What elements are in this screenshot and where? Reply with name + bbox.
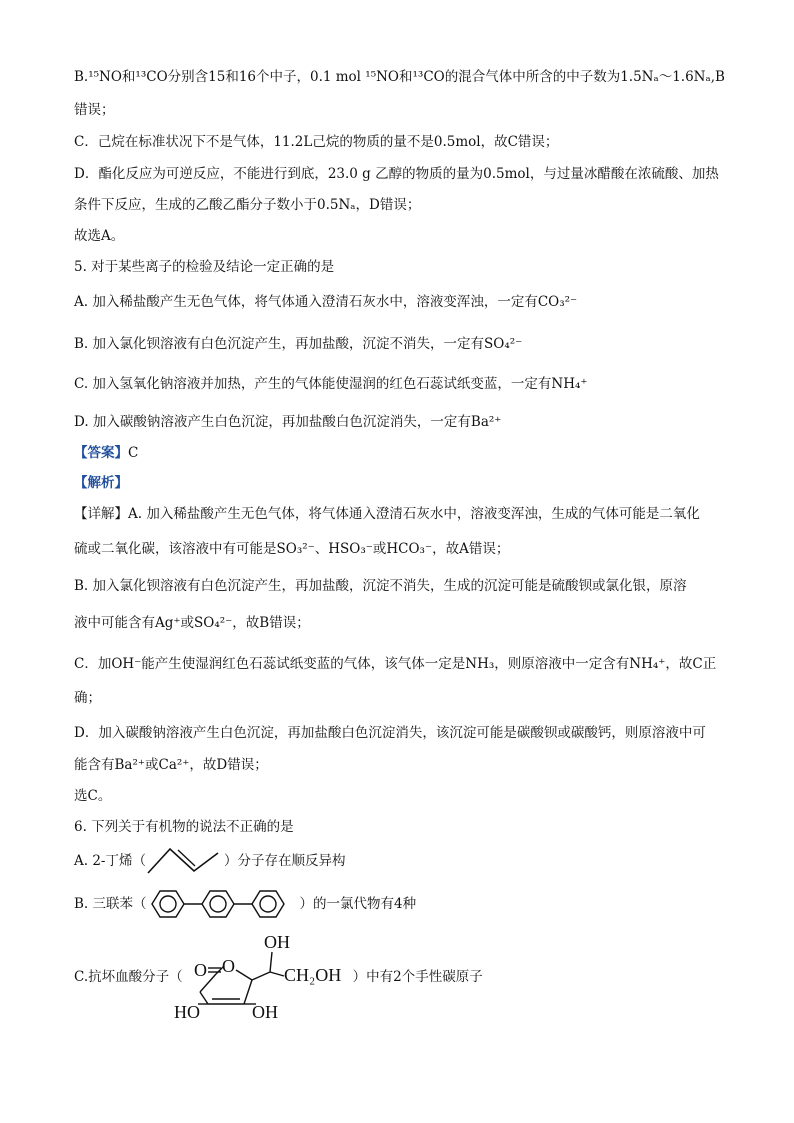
- text-line: B. 加入氯化钡溶液有白色沉淀产生，再加盐酸，沉淀不消失，生成的沉淀可能是硫酸钡或氯化银，原溶: [74, 578, 687, 594]
- option-c-prefix: C.抗坏血酸分子（: [74, 969, 183, 985]
- question-title: 6. 下列关于有机物的说法不正确的是: [74, 819, 294, 835]
- option-c: C. 加入氢氧化钠溶液并加热，产生的气体能使湿润的红色石蕊试纸变蓝，一定有NH₄⁺: [74, 376, 588, 392]
- answer-line: [74, 444, 138, 462]
- option-d: D. 加入碳酸钠溶液产生白色沉淀，再加盐酸白色沉淀消失，一定有Ba²⁺: [74, 414, 502, 430]
- option-a-suffix: ）分子存在顺反异构: [223, 853, 346, 869]
- text-line: D．加入碳酸钠溶液产生白色沉淀，再加盐酸白色沉淀消失，该沉淀可能是碳酸钡或碳酸钙，则原溶液中可: [74, 725, 706, 741]
- question-title: 5. 对于某些离子的检验及结论一定正确的是: [74, 259, 335, 275]
- text-line: C．加OH⁻能产生使湿润红色石蕊试纸变蓝的气体，该气体一定是NH₃，则原溶液中一定含有NH₄⁺，故C正: [74, 656, 717, 672]
- option-b-suffix: ）的一氯代物有4种: [299, 896, 417, 912]
- option-a: A. 加入稀盐酸产生无色气体，将气体通入澄清石灰水中，溶液变浑浊，一定有CO₃²⁻: [74, 294, 578, 310]
- analysis-tag: 【解析】: [74, 475, 128, 491]
- explanation-line: [74, 505, 700, 523]
- text-line: B.¹⁵NO和¹³CO分别含15和16个中子，0.1 mol ¹⁵NO和¹³CO的混合气体中所含的中子数为1.5Nₐ～1.6Nₐ,B: [74, 69, 725, 85]
- option-b: B. 加入氯化钡溶液有白色沉淀产生，再加盐酸，沉淀不消失，一定有SO₄²⁻: [74, 336, 523, 352]
- text-line: 能含有Ba²⁺或Ca²⁺，故D错误；: [74, 757, 268, 773]
- text-line: C．己烷在标准状况下不是气体，11.2L己烷的物质的量不是0.5mol，故C错误；: [74, 134, 559, 150]
- text-line: 确；: [74, 690, 101, 706]
- detail-tag: 【详解】: [74, 506, 128, 522]
- carbonyl-oxygen-label: O: [194, 960, 207, 980]
- answer-tag: 【答案】: [74, 445, 128, 461]
- text-line: 硫或二氧化碳，该溶液中有可能是SO₃²⁻、HSO₃⁻或HCO₃⁻，故A错误；: [74, 541, 510, 557]
- option-b-prefix: B. 三联苯（: [74, 896, 147, 912]
- text-line: 故选A。: [74, 228, 125, 244]
- oh-bottom-label: OH: [252, 1002, 278, 1022]
- oh-top-label: OH: [264, 932, 290, 952]
- text-line: D．酯化反应为可逆反应，不能进行到底，23.0 g 乙醇的物质的量为0.5mol，与过量冰醋酸在浓硫酸、加热: [74, 166, 719, 182]
- answer-value: C: [128, 445, 139, 461]
- terphenyl-structure: [146, 886, 298, 922]
- text-line: 错误；: [74, 102, 115, 118]
- ascorbic-acid-structure: [172, 928, 358, 1026]
- text-line: 选C。: [74, 788, 112, 804]
- text-line: 条件下反应，生成的乙酸乙酯分子数小于0.5Nₐ，D错误；: [74, 197, 421, 213]
- 2-butene-structure: [144, 843, 224, 877]
- option-c-suffix: ）中有2个手性碳原子: [352, 969, 483, 985]
- explanation-text: A. 加入稀盐酸产生无色气体，将气体通入澄清石灰水中，溶液变浑浊，生成的气体可能是二氧化: [128, 506, 700, 522]
- ring-oxygen-label: O: [222, 956, 235, 976]
- option-a-prefix: A. 2-丁烯（: [74, 853, 146, 869]
- text-line: 液中可能含有Ag⁺或SO₄²⁻，故B错误；: [74, 615, 310, 631]
- ch2oh-label: CH₂OH: [284, 965, 342, 985]
- ho-label: HO: [174, 1002, 200, 1022]
